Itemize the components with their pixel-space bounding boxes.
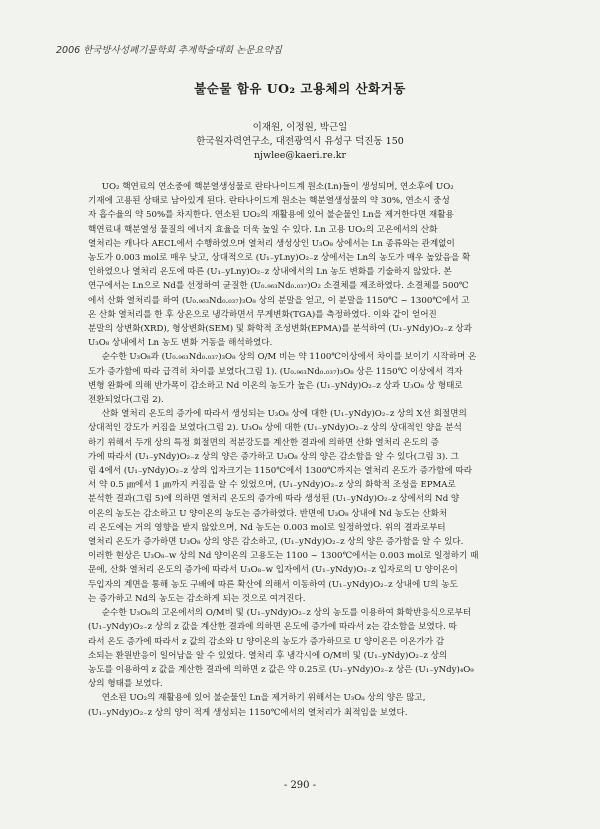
text-line: 림 4에서 (U₁₋yNdy)O₂₋z 상의 입자크기는 1150℃에서 1300℃까지는 열처리 온도가 증가함에 따라 <box>88 466 473 477</box>
text-line: 연소된 UO₂의 재활용에 있어 불순물인 Ln을 제거하기 위해서는 U₃O₈ 상의 양은 많고, <box>101 693 426 704</box>
text-line: 농도를 이용하여 z 값을 계산한 결과에 의하면 z 값은 약 0.25로 (U₁₋yNdy)O₂₋z 상은 (U₁₋yNdy)₄O₉ <box>88 664 474 675</box>
text-line: 서 약 0.5 ㎛에서 1 ㎛까지 커짐을 알 수 있었으며, (U₁₋yNdy)O₂₋z 상의 화학적 조성을 EPMA로 <box>88 480 456 491</box>
text-line: UO₂ 핵연료의 연소중에 핵분열생성물로 란타나이드계 원소(Ln)들이 생성되며, 연소후에 UO₂ <box>101 182 454 192</box>
text-line: 기재에 고용된 상태로 남아있게 된다. 란타나이드계 원소는 핵분열생성물의 약 30%, 연소시 중성 <box>88 196 450 207</box>
text-line: 자 흡수율의 약 50%를 차지한다. 연소된 UO₂의 재활용에 있어 불순물인 Ln을 제거한다면 재활용 <box>88 210 454 221</box>
author-affiliation: 한국원자력연구소, 대전광역시 유성구 덕진동 150 <box>196 136 404 147</box>
text-line: 열처리 온도가 증가하면 U₃O₈ 상의 양은 감소하고, (U₁₋yNdy)O₂₋z 상의 양은 증가함을 알 수 있다. <box>88 537 464 548</box>
text-line: 분말의 상변화(XRD), 형상변화(SEM) 및 화학적 조성변화(EPMA)를 분석하여 (U₁₋yNdy)O₂₋z 상과 <box>88 324 472 335</box>
text-line: 문에, 산화 열처리 온도의 증가에 따라서 U₃O₈₋w 입자에서 (U₁₋yNdy)O₂₋z 입자로의 U 양이온이 <box>88 565 458 576</box>
text-line: 이러한 현상은 U₃O₈₋w 상의 Nd 양이온의 고용도는 1100 ~ 1300℃에서는 0.003 mol로 일정하기 때 <box>88 551 479 562</box>
text-line: 온 산화 열처리를 한 후 상온으로 냉각하면서 무게변화(TGA)를 측정하였다. 이와 같이 얻어진 <box>88 309 437 320</box>
paper-title: 불순물 함유 UO₂ 고용체의 산화거동 <box>194 81 406 96</box>
text-line: 상의 형태를 보였다. <box>88 679 163 690</box>
text-line: 열처리는 캐나다 AECL에서 수행하였으며 열처리 생성상인 U₃O₈ 상에서는 Ln 종류와는 관계없이 <box>88 238 455 249</box>
text-line: 핵연료내 핵분열성 물질의 에너지 효율을 더욱 높일 수 있다. Ln 고용 UO₂의 고온에서의 산화 <box>88 224 438 235</box>
text-line: 순수한 U₃O₈의 고온에서의 O/M비 및 (U₁₋yNdy)O₂₋z 상의 농도를 이용하여 화학반응식으로부터 <box>101 608 472 619</box>
text-line: 연구에서는 Ln으로 Nd를 선정하여 균질한 (U₀.₉₆₃Nd₀.₀₃₇)O₂ 소결체를 제조하였다. 소결체를 500℃ <box>88 281 469 292</box>
text-line: 라서 온도 증가에 따라서 z 값의 감소와 U 양이온의 농도가 증가하므로 U 양이온은 이온가가 감 <box>88 636 445 647</box>
text-line: 농도가 0.003 mol로 매우 낮고, 상대적으로 (U₁₋yLny)O₂₋z 상에서는 Ln의 농도가 매우 높았음을 확 <box>88 253 471 264</box>
page-number: - 290 - <box>283 780 317 791</box>
paragraph <box>88 407 510 606</box>
text-line: 에서 산화 열처리를 하여 (U₀.₉₆₃Nd₀.₀₃₇)₃O₈ 상의 분말을 얻고, 이 분말을 1150℃ ~ 1300℃에서 고 <box>88 295 470 306</box>
text-line: 하기 위해서 두개 상의 특정 회절면의 적분강도를 계산한 결과에 의하면 산화 열처리 온도의 증 <box>88 437 439 448</box>
text-line: 분석한 결과(그림 5)에 의하면 열처리 온도의 증가에 따라 생성된 (U₁₋yNdy)O₂₋z 상에서의 Nd 양 <box>88 494 460 505</box>
running-header: 2006 한국방사성폐기물학회 추계학술대회 논문요약집 <box>56 45 282 56</box>
paragraph <box>88 180 510 350</box>
text-line: 가에 따라서 (U₁₋yNdy)O₂₋z 상의 양은 증가하고 U₃O₈ 상의 양은 감소함을 알 수 있다(그림 3). 그 <box>88 451 459 462</box>
text-line: U₃O₈ 상내에서 Ln 농도 변화 거동을 해석하였다. <box>88 338 273 349</box>
author-block <box>0 121 600 163</box>
text-line: (U₁₋yNdy)O₂₋z 상의 양이 적게 생성되는 1150℃에서의 열처리가 최적임을 보였다. <box>88 707 408 718</box>
text-line: 는 증가하고 Nd의 농도는 감소하게 되는 것으로 여겨진다. <box>88 593 306 604</box>
text-line: 소되는 환원반응이 일어남을 알 수 있었다. 열처리 후 냉각시에 O/M비 및 (U₁₋yNdy)O₂₋z 상의 <box>88 650 448 661</box>
text-line: 상대적인 강도가 커짐을 보였다(그림 2). U₃O₈ 상에 대한 (U₁₋yNdy)O₂₋z 상의 상대적인 양을 분석 <box>88 423 462 434</box>
text-line: 도가 증가함에 따라 급격히 차이를 보였다(그림 1). (U₀.₉₆₃Nd₀.₀₃₇)₃O₈ 상은 1150℃ 이상에서 격자 <box>88 366 463 377</box>
text-line: 리 온도에는 거의 영향을 받지 않았으며, Nd 농도는 0.003 mol로 일정하였다. 위의 결과로부터 <box>88 522 446 533</box>
paragraph <box>88 691 510 719</box>
text-line: 이온의 농도는 감소하고 U 양이온의 농도는 증가하였다. 반면에 U₃O₈ 상내에 Nd 농도는 산화처 <box>88 508 448 519</box>
text-line: 두입자의 계면을 통해 농도 구배에 따른 확산에 의해서 이동하여 (U₁₋yNdy)O₂₋z 상내에 U의 농도 <box>88 579 458 590</box>
text-line: 전환되었다(그림 2). <box>88 395 164 406</box>
text-line: 변형 완화에 의해 반가폭이 감소하고 Nd 이온의 농도가 높은 (U₁₋yNdy)O₂₋z 상과 U₃O₈ 상 형태로 <box>88 380 463 391</box>
author-email: njwlee@kaeri.re.kr <box>253 150 347 161</box>
paragraph <box>88 606 510 691</box>
text-line: 인하였으나 열처리 온도에 따른 (U₁₋yLny)O₂₋z 상내에서의 Ln 농도 변화를 기술하지 않았다. 본 <box>88 267 452 278</box>
text-line: 순수한 U₃O₈과 (U₀.₉₆₃Nd₀.₀₃₇)₃O₈ 상의 O/M 비는 약 1100℃이상에서 차이를 보이기 시작하며 온 <box>101 352 477 363</box>
abstract-body <box>88 180 510 720</box>
text-line: 산화 열처리 온도의 증가에 따라서 생성되는 U₃O₈ 상에 대한 (U₁₋yNdy)O₂₋z 상의 X선 회절면의 <box>101 409 467 420</box>
text-line: (U₁₋yNdy)O₂₋z 상의 z 값을 계산한 결과에 의하면 온도에 증가에 따라서 z는 감소함을 보였다. 따 <box>88 622 457 633</box>
paragraph <box>88 350 510 407</box>
author-names: 이재원, 이정원, 박근일 <box>252 122 348 133</box>
